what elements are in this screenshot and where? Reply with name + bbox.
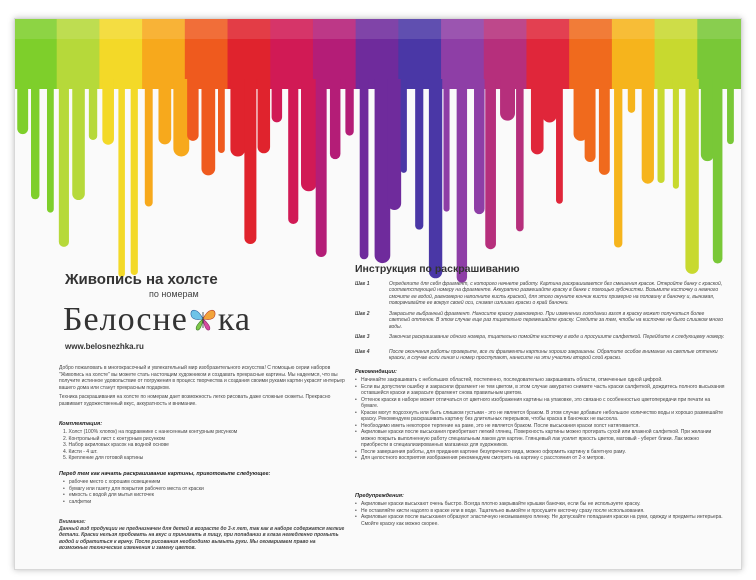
preparation-list	[63, 479, 333, 505]
precaution-item: • Не оставляйте кисти надолго в краске или в воде. Тщательно вымойте и просушите кисточку сразу после использования.	[355, 508, 725, 515]
recommendations-title: Рекомендации:	[355, 369, 397, 375]
paint-drip	[401, 79, 407, 173]
precautions-title: Предупреждения:	[355, 493, 404, 499]
kit-item: 5. Крепление для готовой картины	[63, 455, 144, 461]
instruction-step	[355, 311, 725, 330]
instructions-title: Инструкция по раскрашиванию	[355, 263, 520, 275]
paint-drip	[485, 79, 496, 249]
step-label: Шаг 2	[355, 311, 370, 317]
paint-drip	[102, 79, 114, 145]
paint-drip	[288, 79, 298, 224]
paint-highlight	[15, 19, 741, 39]
step-text: После окончания работы проверьте, все ли фрагменты картины хорошо закрашены. Обратите особое внимание на светлые оттенки краски, в случае если линия и номер проступают, нанесите на эти участки второй слой краски.	[389, 349, 718, 362]
paint-drip	[301, 79, 317, 191]
paint-drip	[599, 79, 610, 175]
paint-drip	[47, 79, 54, 213]
step-text: Определите для себя фрагмент, с которого начнете работу. Картина раскрашивается без смешения красок. Откройте банку с краской, соответствующей номеру на фрагменте. Аккуратно размешайте краску в банке с помощью зубочистки. Возьмите кисточку и немного смочите ее водой, равномерно наполните кисть краской, для этого окуните кончик кисти примерно на половину в баночку и, вынимая, поворачивайте ее вокруг своей оси, снимая излишки краски о край баночки.	[389, 281, 723, 306]
paint-drip	[628, 79, 635, 113]
preparation-title: Перед тем как начать раскрашивание картины, приготовьте следующее:	[59, 471, 271, 477]
recommendation-item: • Оттенок краски в наборе может отличаться от цветного изображения картины на упаковке, это связано с особенностью цветопередачи при печати на бумаге.	[355, 397, 725, 410]
paint-drip	[31, 79, 39, 199]
paint-drip	[187, 79, 198, 141]
paint-drip	[218, 79, 225, 153]
paint-drip	[500, 79, 515, 121]
paint-drip	[474, 79, 485, 214]
paint-drip	[516, 79, 524, 231]
preparation-item: • бумагу или газету для покрытия рабочего места от краски	[63, 486, 333, 493]
recommendation-item: • Для целостного восприятия изображения рекомендуем смотреть на картину с расстояния от 2-х метров.	[355, 455, 725, 462]
paint-drip	[244, 79, 256, 244]
product-title: Живопись на холсте	[65, 271, 218, 288]
paint-drip	[658, 79, 665, 183]
kit-item: 1. Холст (100% хлопок) на подрамнике с нанесенным контурным рисунком	[63, 429, 238, 435]
paint-drip	[415, 79, 423, 230]
recommendation-item: • Акриловые краски после высыхания приобретают легкий глянец. Поверхность картины можно протирать сухой или влажной салфеткой. При желании можно покрыть выполненную работу специальным лаком для картин. Глянцевый лак усилит яркость цветов, матовый - уберет блики. Лак можно приобрести в специализированных магазинах для художников.	[355, 429, 725, 449]
paint-drip	[388, 79, 401, 210]
precautions-list	[355, 501, 725, 527]
intro-paragraph: Добро пожаловать в многокрасочный и увлекательный мир изобразительного искусства! С помощью серии наборов "Живопись на холсте" вы можете стать настоящим художником и создавать прекрасные картины. Мы надеемся, что вы получите истинное удовольствие от погружения в процесс творчества и создания своими руками картин украсят интерьер вашего дома или станут прекрасным подарком.	[59, 365, 345, 391]
step-text: Закрасьте выбранный фрагмент. Наносите краску равномерно. При изменении голодании взгля в краску может получиться более светлый оттенок. В этом случае еще раз тщательно перемешайте краску. Следите за тем, чтобы на кисточке не было слишком много воды.	[389, 311, 724, 330]
paint-drip	[727, 79, 734, 144]
brand-name-right: ка	[217, 301, 251, 338]
paint-drip	[230, 79, 245, 157]
paint-drip	[673, 79, 679, 189]
recommendation-item: • Начинайте закрашивать с небольших областей, постепенно, последовательно закрашивать области, отмеченные одной цифрой.	[355, 377, 725, 384]
paint-drip	[429, 79, 442, 278]
kit-item: 3. Набор акриловых красок на водной основе	[63, 442, 169, 448]
paint-drip	[614, 79, 622, 248]
paint-drip	[89, 79, 97, 140]
paint-drip	[131, 79, 138, 275]
paint-drip	[701, 79, 714, 161]
paint-drip	[201, 79, 215, 175]
instruction-step	[355, 334, 725, 340]
recommendation-item: • После завершения работы, для придания картине безупречного вида, можно оформить картину в багетную раму.	[355, 449, 725, 456]
step-text: Закончив раскрашивание одного номера, тщательно помойте кисточку в воде и просушите салфеткой. Перейдите к следующему номеру.	[389, 334, 725, 340]
kit-item: 2. Контрольный лист с контурным рисунком	[63, 435, 165, 442]
kit-list	[63, 429, 333, 462]
paint-drip	[542, 79, 556, 123]
paint-drip	[72, 79, 85, 200]
brand-name-left: Белосне	[63, 301, 188, 338]
paint-drip	[345, 79, 353, 136]
paint-drip	[316, 79, 327, 257]
product-box	[14, 18, 742, 570]
paint-drip	[443, 79, 449, 212]
paint-drip	[585, 79, 596, 162]
paint-drip	[272, 79, 283, 122]
product-subtitle: по номерам	[149, 289, 199, 299]
paint-drip	[713, 79, 723, 264]
paint-drip	[531, 79, 544, 154]
website-url: www.belosnezhka.ru	[65, 342, 144, 351]
recommendations-list	[355, 377, 725, 462]
paint-drip	[457, 79, 467, 283]
precaution-item: • Акриловые краски после высыхания образуют эластичную несмываемую пленку. Не допускайте попадания краски на руки, одежду и предметы интерьера. Смойте краску как можно скорее.	[355, 514, 725, 527]
instruction-step	[355, 349, 725, 362]
paint-drip	[158, 79, 171, 144]
paint-drip	[173, 79, 189, 156]
preparation-item: • рабочее место с хорошим освещением	[63, 479, 333, 486]
kit-item: 4. Кисти - 4 шт.	[63, 448, 98, 455]
paint-drip	[145, 79, 153, 206]
warning-notice	[59, 519, 345, 552]
intro-paragraph-2: Техника раскрашивания на холсте по номерам дает возможность легко рисовать даже сложные сюжеты. Прекрасно развивает художественный вкус, аккуратность и внимание.	[59, 394, 331, 407]
paint-drip	[59, 79, 69, 247]
step-label: Шаг 3	[355, 334, 370, 340]
preparation-item: • салфетки	[63, 499, 333, 506]
recommendation-item: • Необходимо иметь некоторое терпение на раме, это не является браком. После высыхания краски холст натягивается.	[355, 423, 725, 430]
step-label: Шаг 4	[355, 349, 370, 355]
paint-drip	[330, 79, 341, 159]
recommendation-item: • Краски могут подсохнуть или быть слишком густыми - это не является браком. В этом случае добавьте небольшое количество воды и хорошо размешайте краску. Рекомендуем раскрашивать картину без длительных перерывов, чтобы краска в баночках не высохла.	[355, 410, 725, 423]
kit-title: Комплектация:	[59, 421, 103, 427]
paint-drip	[556, 79, 563, 204]
preparation-item: • емкость с водой для мытья кисточек	[63, 492, 333, 499]
brand-logo	[63, 301, 251, 339]
precaution-item: • Акриловые краски высыхают очень быстро. Всегда плотно закрывайте крышки баночки, если бы не используете краску.	[355, 501, 725, 508]
paint-drip	[360, 79, 369, 259]
paint-drip	[17, 79, 28, 134]
paint-drip	[685, 79, 698, 274]
butterfly-icon	[188, 306, 218, 332]
warning-label: Внимание:	[59, 519, 86, 525]
paint-drip	[258, 79, 271, 153]
warning-text: Данный вид продукции не предназначен для детей в возрасте до 3-х лет, так как в наборе содержатся мелкие детали. Краски нельзя пробовать на вкус и принимать в пищу, при попадании в глаза немедленно промыть водой и обратиться к врачу. После рисования необходимо вымыть руки. Мы оговариваем право на возможные технические изменения и замену цветов.	[59, 525, 345, 551]
recommendation-item: • Если вы допустили ошибку и закрасили фрагмент не тем цветом, в этом случае аккуратно снимите часть краски салфеткой, дождитесь полного высыхания оставшейся краски и закрасьте фрагмент снова правильным цветом.	[355, 384, 725, 397]
instruction-step	[355, 281, 725, 306]
paint-drip	[642, 79, 654, 184]
paint-drip	[118, 79, 125, 277]
step-label: Шаг 1	[355, 281, 370, 287]
